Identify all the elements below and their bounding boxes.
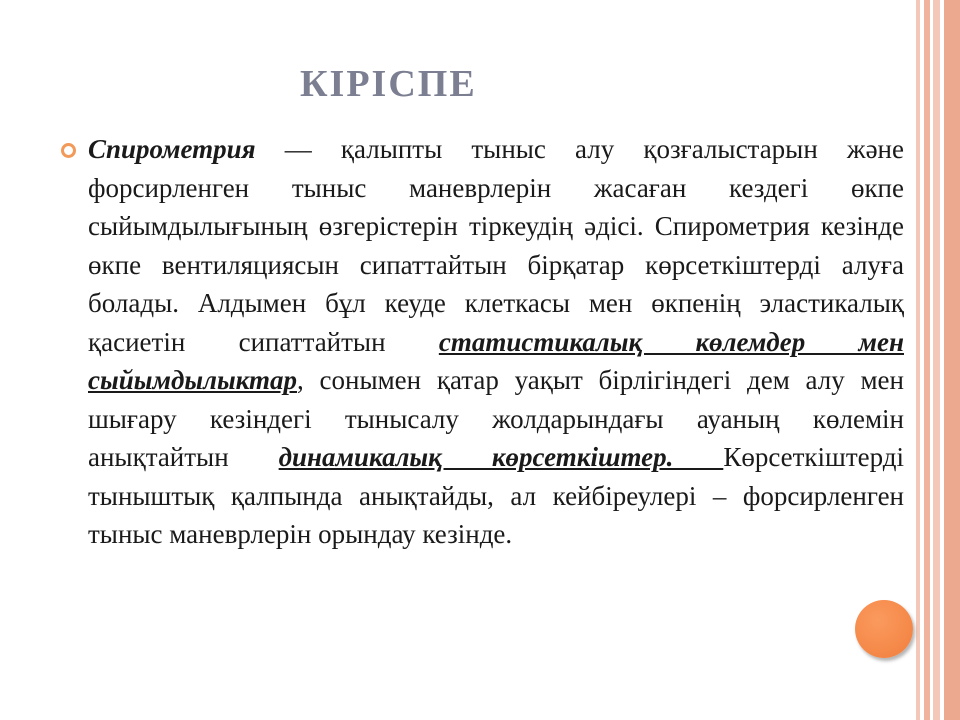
stripe-2 <box>924 0 930 720</box>
stripe-4 <box>944 0 960 720</box>
stripe-3 <box>933 0 940 720</box>
slide-paragraph <box>88 130 904 554</box>
paragraph-text-2: , сонымен қатар уақыт бірлігіндегі дем алу мен шығару кезіндегі тынысалу жолдарындағы ауаның көлемін анықтайтын <box>88 365 904 472</box>
bullet-circle-icon <box>61 143 76 158</box>
link-dynamic-indicators[interactable]: динамикалық көрсеткіштер. <box>278 442 724 472</box>
paragraph-text-3: Көрсеткіштерді тыныштық қалпында анықтайды, ал кейбіреулері – форсирленген тыныс маневрлерін орындау кезінде. <box>88 442 904 549</box>
link-static-volumes[interactable]: статистикалық көлемдер мен сыйымдылыктар <box>88 326 904 395</box>
paragraph-text-1: — қалыпты тыныс алу қозғалыстарын және форсирленген тыныс маневрлерін жасаған кездегі өкпе сыйымдылығының өзгерістерін тіркеудің әдісі. Спирометрия кезінде өкпе вентиляциясын сипаттайтын бірқатар көрсеткіштерді алуға болады. Алдымен бұл кеуде клеткасы мен өкпенің эластикалық қасиетін сипаттайтын <box>88 134 904 357</box>
decorative-orange-circle <box>855 600 913 658</box>
slide-title: КІРІСПЕ <box>300 63 477 105</box>
term-spirometry: Спирометрия <box>88 134 256 164</box>
stripe-1 <box>916 0 920 720</box>
decorative-side-stripes <box>916 0 960 720</box>
